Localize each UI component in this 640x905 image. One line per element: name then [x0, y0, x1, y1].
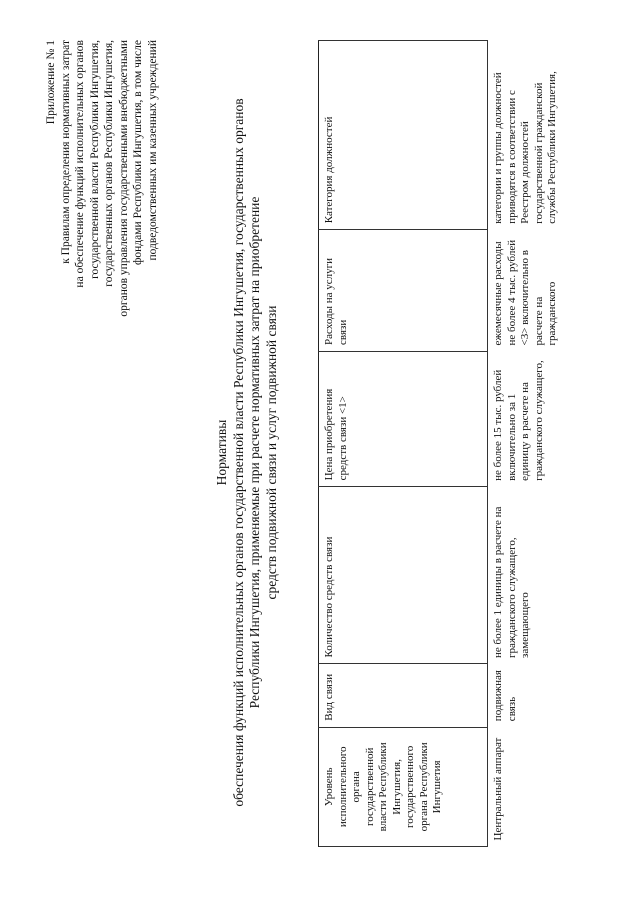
- header-device-price: Цена приобретения средств связи <1>: [319, 351, 488, 486]
- appendix-line: государственной власти Республики Ингушетия,: [88, 40, 101, 279]
- title-line: средств подвижной связи и услуг подвижной связи: [263, 305, 279, 600]
- appendix-line: органов управления государственными внебюджетными: [117, 40, 130, 317]
- norms-table: [318, 40, 564, 847]
- document-title: [214, 0, 280, 905]
- title-heading: Нормативы: [214, 419, 229, 486]
- table-header-row: [319, 41, 488, 847]
- cell-device-price: не более 15 тыс. рублей включительно за 1 единицу в расчете на гражданского служащего,: [492, 360, 545, 481]
- cell-service-cost: ежемесячные расходы не более 4 тыс. рублей <3> включительно в расчете на гражданского: [492, 239, 558, 346]
- appendix-line: Приложение № 1: [45, 40, 57, 125]
- header-service-cost: Расходы на услуги связи: [319, 230, 488, 352]
- cell-level: Центральный аппарат: [492, 737, 504, 841]
- header-position-category: Категория должностей: [319, 41, 488, 230]
- appendix-line: подведомственных им казенных учреждений: [146, 40, 159, 261]
- appendix-line: к Правилам определения нормативных затрат: [59, 40, 72, 264]
- title-line: Республики Ингушетия, применяемые при расчете нормативных затрат на приобретение: [247, 196, 262, 709]
- appendix-line: на обеспечение функций исполнительных органов: [74, 40, 86, 288]
- cell-connection-type: подвижная связь: [492, 670, 518, 722]
- appendix-line: государственных органов Республики Ингушетия,: [103, 40, 115, 287]
- appendix-note: [44, 40, 160, 560]
- title-line: обеспечения функций исполнительных органов государственной власти Республики Ингушетия, государственных органов: [230, 98, 246, 807]
- header-level: Уровень исполнительного органа государственной власти Республики Ингушетия, государственного органа Республики Ингушетия: [319, 727, 488, 846]
- appendix-line: фондами Республики Ингушетия, в том числе: [132, 40, 144, 266]
- header-connection-type: Вид связи: [319, 664, 488, 727]
- cell-position-category: категории и группы должностей приводятся в соответствии с Реестром должностей государственной гражданской службы Республики Ингушетия,: [492, 71, 558, 224]
- cell-device-count: не более 1 единицы в расчете на гражданского служащего, замещающего: [492, 506, 531, 658]
- header-device-count: Количество средств связи: [319, 487, 488, 664]
- table-row: [488, 41, 564, 847]
